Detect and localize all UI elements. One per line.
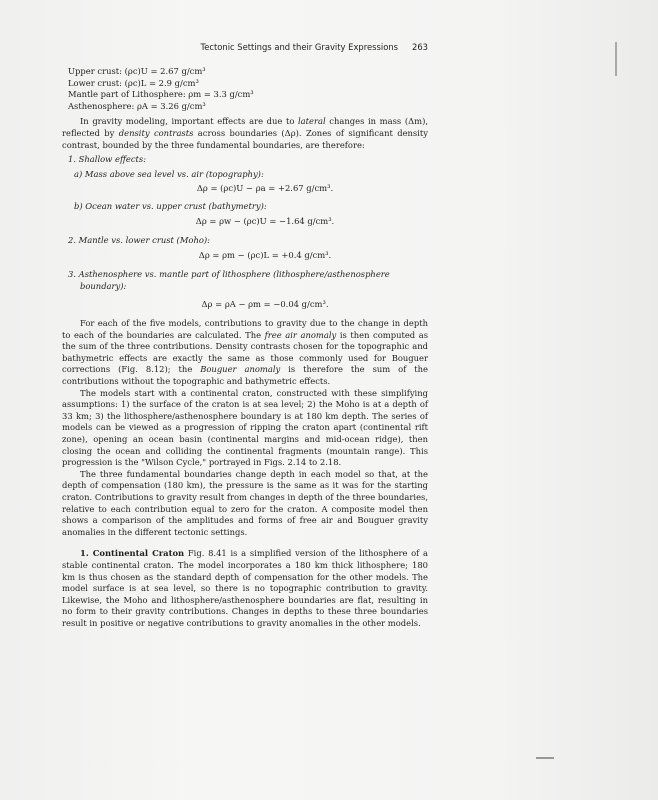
density-mantle-lithosphere: Mantle part of Lithosphere: ρm = 3.3 g/cm³ (68, 89, 254, 100)
paragraph-model-assumptions: The models start with a continental craton, constructed with these simplifying assumptions: 1) the surface of the craton is at sea level; 2) the Moho is at a depth of 33 km; 3) the lithosphere/asthenosphere boundary is at 180 km depth. The series of models can be viewed as a progression of ripping the craton apart (continental rift zone), opening an ocean basin (continental margins and mid-ocean ridge), then closing the ocean and colliding the continental fragments (mountain range). This progression is the "Wilson Cycle," portrayed in Figs. 2.14 to 2.18. (62, 387, 428, 468)
density-list (68, 66, 428, 112)
list-item-bathymetry: b) Ocean water vs. upper crust (bathymetry): (74, 200, 267, 211)
list-item-moho: 2. Mantle vs. lower crust (Moho): (68, 235, 210, 246)
equation-topography: Δρ = (ρc)U − ρa = +2.67 g/cm³. (196, 183, 334, 194)
page-number: 263 (412, 42, 428, 52)
list-item-shallow: 1. Shallow effects: (68, 154, 147, 165)
paragraph-five-models: For each of the five models, contributions to gravity due to the change in depth to each of the boundaries are calculated. The free air anomaly is then computed as the sum of the three contributions. Density contrasts chosen for the topographic and bathymetric effects are exactly the same as those commonly used for Bouguer corrections (Fig. 8.12); the Bouguer anomaly is therefore the sum of the contributions without the topographic and bathymetric effects. (62, 318, 428, 387)
paragraph-continental-craton: 1. Continental Craton Fig. 8.41 is a simplified version of the lithosphere of a stable continental craton. The model incorporates a 180 km thick lithosphere; 180 km is thus chosen as the standard depth of compensation for the other models. The model surface is at sea level, so there is no topographic contribution to gravity. Likewise, the Moho and lithosphere/asthenosphere boundaries are flat, resulting in no form to their gravity contributions. Changes in depths to these three boundaries result in positive or negative contributions to gravity anomalies in the other models. (62, 548, 428, 628)
intro-paragraph: In gravity modeling, important effects are due to lateral changes in mass (Δm), reflected by density contrasts across boundaries (Δρ). Zones of significant density contrast, bounded by the three fundamental boundaries, are therefore: (62, 116, 429, 150)
list-item-topography: a) Mass above sea level vs. air (topography): (74, 168, 264, 179)
density-lower-crust: Lower crust: (ρc)L = 2.9 g/cm³ (68, 77, 199, 88)
density-asthenosphere: Asthenosphere: ρA = 3.26 g/cm³ (68, 100, 206, 111)
running-header (62, 42, 428, 52)
list-item-lab: 3. Asthenosphere vs. mantle part of lithosphere (lithosphere/asthenosphere boundary): (68, 269, 390, 291)
page-content (62, 66, 428, 630)
equation-moho: Δρ = ρm − (ρc)L = +0.4 g/cm³. (198, 249, 332, 260)
scan-margin-mark (610, 40, 630, 80)
equation-lab: Δρ = ρA − ρm = −0.04 g/cm³. (201, 298, 329, 309)
section-heading-continental-craton: 1. Continental Craton (80, 548, 185, 559)
scan-dash-mark (534, 752, 558, 764)
equation-bathymetry: Δρ = ρw − (ρc)U = −1.64 g/cm³. (195, 215, 335, 226)
paragraph-boundaries: The three fundamental boundaries change depth in each model so that, at the depth of compensation (180 km), the pressure is the same as it was for the starting craton. Contributions to gravity result from changes in depth of the three boundaries, relative to each contribution equal to zero for the craton. A composite model then shows a comparison of the amplitudes and forms of free air and Bouguer gravity anomalies in the different tectonic settings. (62, 468, 428, 537)
running-title: Tectonic Settings and their Gravity Expressions (200, 42, 398, 52)
density-upper-crust: Upper crust: (ρc)U = 2.67 g/cm³ (68, 66, 206, 76)
